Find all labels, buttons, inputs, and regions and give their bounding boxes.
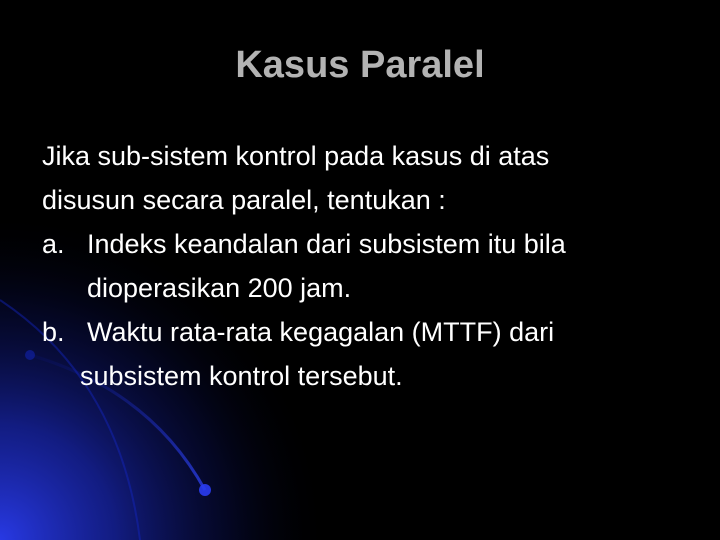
list-item-b-line-1: Waktu rata-rata kegagalan (MTTF) dari xyxy=(87,317,555,347)
list-item-b xyxy=(42,310,702,354)
slide-body xyxy=(42,134,702,398)
list-item-a-line-2: dioperasikan 200 jam. xyxy=(87,273,352,303)
list-item-a-line-1: Indeks keandalan dari subsistem itu bila xyxy=(87,229,566,259)
arc-dot-end xyxy=(199,484,211,496)
arc-dot-start xyxy=(25,350,35,360)
list-item-a xyxy=(42,222,702,266)
intro-line-2: disusun secara paralel, tentukan : xyxy=(42,185,446,215)
list-marker-b: b. xyxy=(42,317,65,347)
intro-line-1: Jika sub-sistem kontrol pada kasus di atas xyxy=(42,141,550,171)
slide-title: Kasus Paralel xyxy=(235,44,485,86)
list-marker-a: a. xyxy=(42,229,65,259)
list-item-b-line-2: subsistem kontrol tersebut. xyxy=(80,361,403,391)
